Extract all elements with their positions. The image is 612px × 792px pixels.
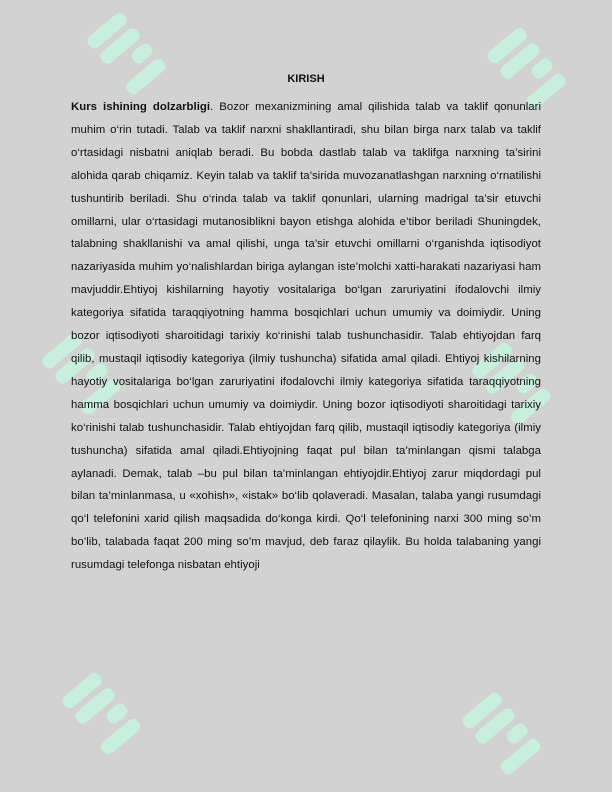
body-paragraph xyxy=(71,96,541,577)
document-title: KIRISH xyxy=(287,73,325,85)
lead-term: Kurs ishining dolzarbligi xyxy=(71,101,211,113)
body-text: . Bozor mexanizmining amal qilishida talab va taklif qonunlari muhim o‘rin tutadi. Talab va taklif narxni shakllantiradi, shu bilan birga narx talab va taklif o‘rtasidagi nisbatni aniqlab beradi. Bu bobda dastlab talab va taklifga narxning ta’sirini alohida qarab chiqamiz. Keyin talab va taklif ta’sirida muvozanatlashgan narxning o‘rnatilishi tushuntirib beriladi. Shu o‘rinda talab va taklif qonunlari, ularning madrigal ta’sir etuvchi omillarni, ular o‘rtasidagi mutanosiblikni bayon etishga alohida e’tibor beriladi Shuningdek, talabning shakllanishi va amal qilishi, unga ta’sir etuvchi omillarni o‘rganishda iqtisodiyot nazariyasida muhim yo‘nalishlardan biriga aylangan iste’molchi xatti-harakati nazariyasi ham mavjuddir.Ehtiyoj kishilarning hayotiy vositalariga bo‘lgan zaruriyatini ifodalovchi ilmiy kategoriya sifatida taraqqiyotning hamma bosqichlari uchun umumiy va doimiydir. Uning bozor iqtisodiyoti sharoitidagi tarixiy ko‘rinishi talab tushunchasidir. Talab ehtiyojdan farq qilib, mustaqil iqtisodiy kategoriya (ilmiy tushuncha) sifatida amal qiladi. Ehtiyoj kishilarning hayotiy vositalariga bo‘lgan zaruriyatini ifodalovchi ilmiy kategoriya sifatida taraqqiyotning hamma bosqichlari uchun umumiy va doimiydir. Uning bozor iqtisodiyoti sharoitidagi tarixiy ko‘rinishi talab tushunchasidir. Talab ehtiyojdan farq qilib, mustaqil iqtisodiy kategoriya (ilmiy tushuncha) sifatida amal qiladi.Ehtiyojning faqat pul bilan ta’minlangan qismi talabga aylanadi. Demak, talab –bu pul bilan ta’minlangan ehtiyojdir.Ehtiyoj zarur miqdordagi pul bilan ta’minlanmasa, u «xohish», «istak» bo‘lib qolaveradi. Masalan, talaba yangi rusumdagi qo‘l telefonini xarid qilish maqsadida do‘konga kirdi. Qo‘l telefonining narxi 300 ming so’m bo’lib, talabada faqat 200 ming so’m mavjud, deb faraz qilaylik. Bu holda talabaning yangi rusumdagi telefonga nisbatan ehtiyoji xyxy=(71,101,541,572)
document-content xyxy=(71,60,541,577)
watermark-logo xyxy=(60,670,143,756)
watermark-logo xyxy=(460,690,543,776)
